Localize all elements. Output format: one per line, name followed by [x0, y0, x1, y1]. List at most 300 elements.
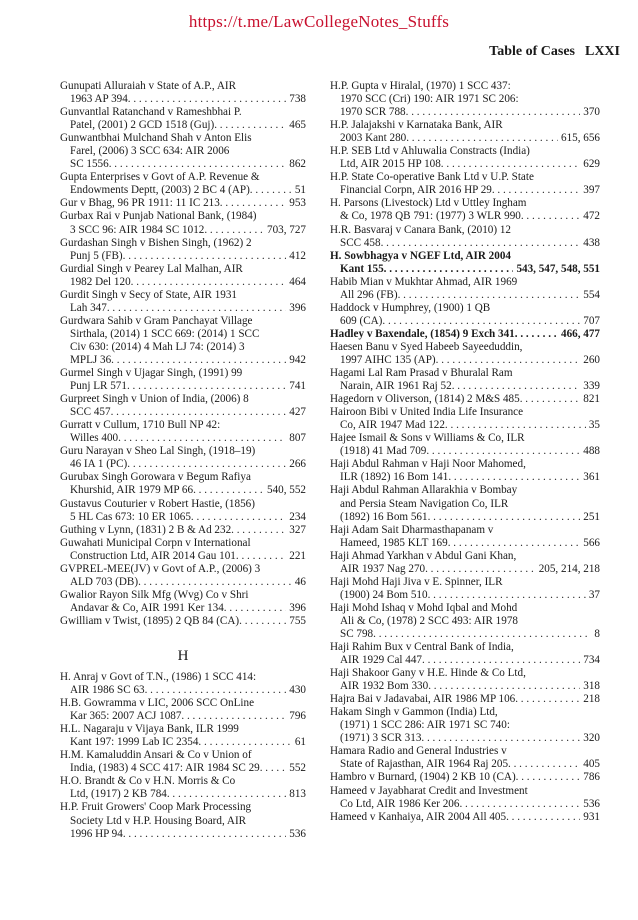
case-text: Hairoon Bibi v United India Life Insurance: [330, 406, 524, 419]
case-text: Hagami Lal Ram Prasad v Bhuralal Ram: [330, 367, 513, 380]
case-line: [330, 224, 600, 237]
case-text: H. Sowbhagya v NGEF Ltd, AIR 2004: [330, 249, 511, 262]
case-entry: [60, 315, 306, 367]
case-text: 46 IA 1 (PC): [70, 458, 128, 471]
case-line: [330, 145, 600, 158]
dot-leader: [428, 511, 581, 524]
case-line: [330, 406, 600, 419]
page-ref: 755: [289, 614, 306, 627]
case-entry: [330, 771, 600, 784]
telegram-link[interactable]: https://t.me/LawCollegeNotes_Stuffs: [188, 12, 450, 31]
case-text: Haddock v Humphrey, (1900) 1 QB: [330, 301, 491, 314]
case-text: SCC 458: [340, 236, 381, 249]
case-line: [330, 550, 600, 563]
case-line: [60, 171, 306, 184]
dot-leader: [516, 771, 581, 784]
case-entry: [330, 785, 600, 811]
case-entry: [330, 706, 600, 745]
dot-leader: [198, 736, 291, 749]
dot-leader: [138, 576, 292, 589]
case-entry: [60, 419, 306, 445]
case-line: [330, 615, 600, 628]
page-ref: 942: [289, 353, 306, 366]
case-text: Gurdit Singh v Secy of State, AIR 1931: [60, 288, 238, 301]
case-line: [330, 719, 600, 732]
case-text: AIR 1929 Cal 447: [340, 654, 423, 667]
page-ref: 320: [583, 732, 600, 745]
case-text: Hagedorn v Oliverson, (1814) 2 M&S 485: [330, 393, 520, 406]
case-text: AIR 1932 Bom 330: [340, 680, 429, 693]
page-ref: 396: [289, 301, 306, 314]
case-text: Willes 400: [70, 432, 119, 445]
case-text: 2003 Kant 280: [340, 132, 407, 145]
case-line: [60, 815, 306, 828]
dot-leader: [131, 276, 287, 289]
dot-leader: [111, 406, 287, 419]
dot-leader: [191, 511, 286, 524]
case-line: [330, 524, 600, 537]
case-line: [330, 654, 600, 667]
case-line: [330, 563, 600, 576]
case-line: [330, 498, 600, 511]
case-line: [330, 732, 600, 745]
case-text: Gurbax Rai v Punjab National Bank, (1984): [60, 210, 257, 223]
case-line: [60, 315, 306, 328]
case-entry: [330, 458, 600, 484]
case-line: [60, 93, 306, 106]
left-entry-list: [60, 80, 306, 628]
case-line: [330, 706, 600, 719]
page-ref: 61: [294, 736, 306, 749]
case-text: Haji Mohd Ishaq v Mohd Iqbal and Mohd: [330, 601, 518, 614]
dot-leader: [193, 484, 264, 497]
case-text: Ltd, (1917) 2 KB 784: [70, 788, 167, 801]
case-entry: [330, 171, 600, 197]
right-column: [330, 80, 600, 824]
case-line: [330, 158, 600, 171]
dot-leader: [224, 602, 286, 615]
case-text: H.R. Basvaraj v Canara Bank, (2010) 12: [330, 223, 511, 236]
case-text: 1996 HP 94: [70, 827, 123, 840]
case-line: [330, 798, 600, 811]
case-text: Gurpreet Singh v Union of India, (2006) 8: [60, 393, 249, 406]
case-text: H.P. SEB Ltd v Ahluwalia Constracts (India): [330, 145, 530, 158]
case-line: [60, 458, 306, 471]
dot-leader: [448, 537, 581, 550]
dot-leader: [260, 762, 287, 775]
case-text: ILR (1892) 16 Bom 141: [340, 471, 449, 484]
page-ref: 397: [583, 184, 600, 197]
case-line: [60, 550, 306, 563]
case-entry: [330, 393, 600, 406]
case-text: 1963 AP 394: [70, 93, 128, 106]
page-ref: 327: [289, 523, 306, 536]
dot-leader: [515, 328, 558, 341]
case-text: AIR 1986 SC 63: [70, 684, 145, 697]
case-text: (1971) 3 SCR 313: [340, 732, 422, 745]
case-line: [330, 250, 600, 263]
case-text: H.B. Gowramma v LIC, 2006 SCC OnLine: [60, 697, 255, 710]
case-line: [60, 576, 306, 589]
case-line: [60, 328, 306, 341]
dot-leader: [128, 93, 287, 106]
page-ref: 8: [594, 627, 600, 640]
case-text: State of Rajasthan, AIR 1964 Raj 205: [340, 758, 509, 771]
case-entry: [60, 563, 306, 589]
case-line: [330, 367, 600, 380]
case-line: [60, 80, 306, 93]
page-ref: 707: [583, 314, 600, 327]
page-ref: 566: [583, 536, 600, 549]
case-text: India, (1983) 4 SCC 417: AIR 1984 SC 29: [70, 762, 260, 775]
case-entry: [330, 367, 600, 393]
case-text: (1918) 41 Mad 709: [340, 445, 427, 458]
case-text: Guwahati Municipal Corpn v International: [60, 536, 251, 549]
dot-leader: [236, 550, 286, 563]
dot-leader: [382, 315, 580, 328]
case-line: [60, 602, 306, 615]
case-text: Kar 365: 2007 ACJ 1087: [70, 710, 182, 723]
case-text: Punj 5 (FB): [70, 249, 123, 262]
case-line: [60, 432, 306, 445]
case-text: Co, AIR 1947 Mad 122: [340, 419, 445, 432]
page-ref: 412: [289, 249, 306, 262]
case-text: Gupta Enterprises v Govt of A.P. Revenue &: [60, 171, 260, 184]
page-ref: 405: [583, 758, 600, 771]
page-ref: 438: [583, 236, 600, 249]
case-line: [60, 119, 306, 132]
case-line: [60, 749, 306, 762]
case-entry: [60, 132, 306, 171]
dot-leader: [459, 798, 580, 811]
case-line: [330, 184, 600, 197]
case-entry: [60, 537, 306, 563]
case-line: [60, 498, 306, 511]
case-line: [330, 484, 600, 497]
case-line: [330, 210, 600, 223]
case-text: Andavar & Co, AIR 1991 Ker 134: [70, 601, 224, 614]
case-line: [330, 589, 600, 602]
case-entry: [60, 445, 306, 471]
case-entry: [330, 341, 600, 367]
case-text: Gurdwara Sahib v Gram Panchayat Village: [60, 314, 253, 327]
case-text: Gustavus Couturier v Robert Hastie, (1856): [60, 497, 255, 510]
case-text: Haesen Banu v Syed Habeeb Sayeeduddin,: [330, 340, 523, 353]
case-text: 1982 Del 120: [70, 275, 131, 288]
page-ref: 465: [289, 119, 306, 132]
case-text: Haji Abdul Rahman Allarakhia v Bombay: [330, 484, 518, 497]
dot-leader: [421, 732, 580, 745]
case-entry: [330, 406, 600, 432]
case-text: Gurmel Singh v Ujagar Singh, (1991) 99: [60, 367, 243, 380]
page-ref: 741: [289, 380, 306, 393]
case-line: [330, 197, 600, 210]
case-line: [330, 667, 600, 680]
case-line: [330, 263, 600, 276]
case-entry: [330, 524, 600, 550]
case-line: [330, 106, 600, 119]
dot-leader: [448, 471, 580, 484]
case-text: Farel, (2006) 3 SCC 634: AIR 2006: [70, 145, 230, 158]
dot-leader: [428, 589, 586, 602]
case-line: [330, 315, 600, 328]
page-ref: 738: [289, 93, 306, 106]
case-line: [330, 132, 600, 145]
case-line: [60, 524, 306, 537]
case-text: 1997 AIHC 135 (AP): [340, 353, 436, 366]
running-head: [489, 44, 620, 60]
page-ref: 734: [583, 654, 600, 667]
case-entry: [60, 197, 306, 210]
case-line: [330, 458, 600, 471]
case-text: Hameed, 1985 KLT 169: [340, 536, 448, 549]
case-line: [330, 93, 600, 106]
case-line: [60, 132, 306, 145]
case-text: Gurdashan Singh v Bishen Singh, (1962) 2: [60, 236, 252, 249]
case-text: Hakam Singh v Gammon (India) Ltd,: [330, 706, 498, 719]
case-text: Gunupati Alluraiah v State of A.P., AIR: [60, 80, 237, 92]
case-text: Haji Rahim Bux v Central Bank of India,: [330, 641, 514, 654]
case-line: [60, 106, 306, 119]
case-text: H.L. Nagaraju v Vijaya Bank, ILR 1999: [60, 723, 239, 736]
page-ref: 396: [289, 601, 306, 614]
case-entry: [330, 745, 600, 771]
page-ref: 370: [583, 106, 600, 119]
case-line: [330, 328, 600, 341]
case-entry: [330, 484, 600, 523]
page-ref: 552: [289, 762, 306, 775]
case-text: Society Ltd v H.P. Housing Board, AIR: [70, 814, 247, 827]
case-text: Gunvantlal Ratanchand v Rameshbhai P.: [60, 106, 242, 119]
case-entry: [60, 671, 306, 697]
case-line: [330, 471, 600, 484]
dot-leader: [425, 563, 536, 576]
page-ref: 464: [289, 275, 306, 288]
dot-leader: [445, 419, 586, 432]
dot-leader: [118, 432, 286, 445]
case-text: Habib Mian v Mukhtar Ahmad, AIR 1969: [330, 275, 518, 288]
case-line: [60, 471, 306, 484]
dot-leader: [406, 132, 558, 145]
case-text: Patel, (2001) 2 GCD 1518 (Guj): [70, 119, 215, 132]
page-ref: 931: [583, 810, 600, 823]
case-text: Ali & Co, (1978) 2 SCC 493: AIR 1978: [340, 614, 518, 627]
case-entry: [60, 615, 306, 628]
case-entry: [330, 550, 600, 576]
page-ref: 339: [583, 380, 600, 393]
case-line: [330, 302, 600, 315]
case-entry: [330, 119, 600, 145]
case-line: [330, 641, 600, 654]
case-line: [330, 341, 600, 354]
case-entry: [60, 263, 306, 289]
case-line: [60, 354, 306, 367]
page-ref: 796: [289, 710, 306, 723]
page-ref: 46: [294, 575, 306, 588]
dot-leader: [239, 615, 286, 628]
case-line: [60, 684, 306, 697]
case-line: [60, 197, 306, 210]
case-text: Gwalior Rayon Silk Mfg (Wvg) Co v Shri: [60, 588, 249, 601]
case-text: (1892) 16 Bom 561: [340, 510, 428, 523]
dot-leader: [167, 788, 286, 801]
page-number: LXXI: [584, 44, 620, 59]
case-line: [60, 445, 306, 458]
case-text: and Persia Steam Navigation Co, ILR: [340, 497, 509, 510]
case-line: [330, 758, 600, 771]
case-line: [60, 762, 306, 775]
dot-leader: [231, 524, 286, 537]
case-entry: [60, 775, 306, 801]
case-text: Lah 347: [70, 301, 107, 314]
running-head-title: Table of Cases: [489, 44, 575, 59]
case-line: [60, 511, 306, 524]
dot-leader: [204, 224, 264, 237]
dot-leader: [521, 210, 580, 223]
page-ref: 540, 552: [267, 484, 306, 497]
page-ref: 536: [583, 797, 600, 810]
case-line: [60, 210, 306, 223]
case-line: [60, 788, 306, 801]
page-ref: 221: [289, 549, 306, 562]
page-ref: 536: [289, 827, 306, 840]
case-text: 609 (CA): [340, 314, 383, 327]
dot-leader: [398, 289, 581, 302]
dot-leader: [384, 263, 514, 276]
page-ref: 953: [289, 197, 306, 210]
case-line: [330, 80, 600, 93]
case-entry: [60, 80, 306, 106]
page-ref: 786: [583, 771, 600, 784]
case-line: [330, 602, 600, 615]
case-text: Haji Shakoor Gany v H.E. Hinde & Co Ltd,: [330, 667, 526, 680]
case-line: [60, 801, 306, 814]
case-text: Haji Mohd Haji Jiva v E. Spinner, ILR: [330, 575, 503, 588]
case-text: Gwilliam v Twist, (1895) 2 QB 84 (CA): [60, 614, 240, 627]
case-text: Hambro v Burnard, (1904) 2 KB 10 (CA): [330, 771, 516, 784]
case-text: Co Ltd, AIR 1986 Ker 206: [340, 797, 460, 810]
case-text: 5 HL Cas 673: 10 ER 1065: [70, 510, 191, 523]
case-text: MPLJ 36: [70, 353, 112, 366]
case-line: [60, 263, 306, 276]
case-line: [330, 576, 600, 589]
case-line: [330, 537, 600, 550]
page-ref: 554: [583, 288, 600, 301]
dot-leader: [426, 445, 580, 458]
case-text: Gunwantbhai Mulchand Shah v Anton Elis: [60, 132, 252, 145]
case-text: Ltd, AIR 2015 HP 108: [340, 158, 441, 171]
dot-leader: [181, 710, 286, 723]
dot-leader: [441, 158, 580, 171]
left-column: [60, 80, 306, 841]
page-ref: 629: [583, 158, 600, 171]
case-line: [60, 723, 306, 736]
case-line: [330, 693, 600, 706]
case-line: [60, 671, 306, 684]
page-ref: 251: [583, 510, 600, 523]
dot-leader: [127, 380, 286, 393]
page-ref: 260: [583, 353, 600, 366]
case-text: H.M. Kamaluddin Ansari & Co v Union of: [60, 749, 252, 762]
case-line: [60, 828, 306, 841]
case-line: [60, 380, 306, 393]
page-ref: 205, 214, 218: [538, 562, 600, 575]
dot-leader: [492, 184, 580, 197]
page-ref: 862: [289, 158, 306, 171]
case-entry: [330, 197, 600, 223]
case-text: Hajra Bai v Jadavabai, AIR 1986 MP 106: [330, 693, 516, 706]
case-text: ALD 703 (DB): [70, 575, 139, 588]
section-letter-h: H: [177, 647, 189, 664]
case-entry: [330, 432, 600, 458]
case-entry: [330, 328, 600, 341]
page-ref: 51: [294, 184, 306, 197]
case-line: [330, 628, 600, 641]
page-ref: 488: [583, 445, 600, 458]
case-entry: [60, 289, 306, 315]
case-text: Sirthala, (2014) 1 SCC 669: (2014) 1 SCC: [70, 327, 260, 340]
right-entry-list: [330, 80, 600, 824]
case-entry: [60, 801, 306, 840]
dot-leader: [428, 680, 580, 693]
dot-leader: [381, 237, 581, 250]
case-entry: [60, 723, 306, 749]
case-line: [60, 250, 306, 263]
page-ref: 472: [583, 210, 600, 223]
case-text: Narain, AIR 1961 Raj 52: [340, 380, 452, 393]
dot-leader: [220, 197, 286, 210]
case-entry: [60, 171, 306, 197]
dot-leader: [214, 119, 286, 132]
case-text: Haji Abdul Rahman v Haji Noor Mahomed,: [330, 458, 526, 471]
case-text: Gurubax Singh Gorowara v Begum Rafiya: [60, 471, 251, 484]
case-text: H. Anraj v Govt of T.N., (1986) 1 SCC 414:: [60, 671, 257, 684]
case-text: Gur v Bhag, 96 PR 1911: 11 IC 213: [60, 197, 220, 210]
case-line: [60, 736, 306, 749]
case-text: H.P. Jalajakshi v Karnataka Bank, AIR: [330, 119, 503, 132]
case-line: [60, 710, 306, 723]
case-line: [330, 119, 600, 132]
dot-leader: [406, 106, 581, 119]
case-line: [60, 184, 306, 197]
page-ref: 615, 656: [561, 132, 600, 145]
page-ref: 703, 727: [267, 223, 306, 236]
case-text: Punj LR 571: [70, 380, 127, 393]
case-text: H.P. State Co-operative Bank Ltd v U.P. State: [330, 171, 534, 184]
case-entry: [60, 498, 306, 524]
left-h-entry-list: [60, 671, 306, 841]
page-ref: 821: [583, 393, 600, 406]
dot-leader: [515, 693, 580, 706]
case-line: [60, 158, 306, 171]
page-ref: 37: [588, 588, 600, 601]
case-entry: [60, 589, 306, 615]
case-entry: [330, 276, 600, 302]
case-entry: [60, 210, 306, 236]
case-entry: [330, 576, 600, 602]
case-text: & Co, 1978 QB 791: (1977) 3 WLR 990: [340, 210, 521, 223]
case-entry: [60, 749, 306, 775]
case-text: Guthing v Lynn, (1831) 2 B & Ad 232: [60, 523, 232, 536]
case-line: [330, 393, 600, 406]
case-entry: [60, 237, 306, 263]
case-line: [60, 589, 306, 602]
page-ref: 813: [289, 788, 306, 801]
case-text: 3 SCC 96: AIR 1984 SC 1012: [70, 223, 205, 236]
case-line: [60, 406, 306, 419]
case-text: Hadley v Baxendale, (1854) 9 Exch 341: [330, 327, 515, 340]
case-text: H.P. Fruit Growers' Coop Mark Processing: [60, 801, 252, 814]
